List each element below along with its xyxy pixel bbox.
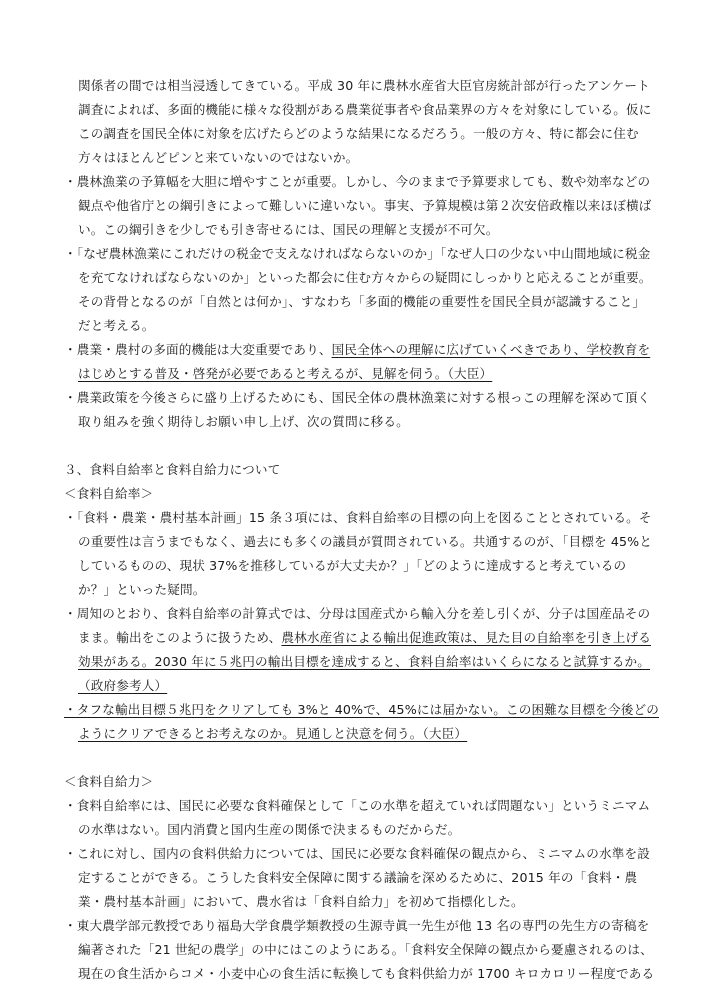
bullet-line: ・周知のとおり、食料自給率の計算式では、分母は国産式から輸入分を差し引くが、分子は国産品その: [64, 606, 651, 621]
bullet-line: ・東大農学部元教授であり福島大学食農学類教授の生源寺眞一先生が他 13 名の専門の先生方の寄稿を: [64, 918, 650, 933]
underlined-question-text: ようにクリアできるとお考えなのか。見通しと決意を伺う。（大臣）: [78, 726, 468, 741]
bullet-line: ・これに対し、国内の食料供給力については、国民に必要な食料確保の観点から、ミニマムの水準を設: [64, 846, 650, 861]
paragraph-line: 取り組みを強く期待しお願い申し上げ、次の質問に移る。: [78, 414, 409, 429]
paragraph-line: 定することができる。こうした食料安全保障に関する議論を深めるために、2015 年の「食料・農: [78, 870, 638, 885]
subsection-heading: ＜食料自給力＞: [64, 774, 154, 789]
paragraph-line: を充てなければならないのか」といった都会に住む方々からの疑問にしっかりと応えることが重要。: [78, 270, 652, 285]
paragraph-line: の水準はない。国内消費と国内生産の関係で決まるものだからだ。: [78, 822, 461, 837]
bullet-line: ・農業政策を今後さらに盛り上げるためにも、国民全体の農林漁業に対する根っこの理解を深めて頂く: [64, 390, 651, 405]
paragraph-line: 編著された「21 世紀の農学」の中にはこのようにある。「食料安全保障の観点から憂慮されるのは、: [78, 942, 653, 957]
section-heading: ３、食料自給率と食料自給力について: [64, 462, 281, 477]
question-text: ・農業・農村の多面的機能は大変重要であり、: [64, 342, 332, 357]
underlined-question-text: 国民全体への理解に広げていくべきであり、学校教育を: [331, 342, 651, 357]
paragraph-line: その背骨となるのが「自然とは何か」、すなわち「多面的機能の重要性を国民全員が認識すること」: [78, 294, 646, 309]
paragraph-line: 観点や他省庁との綱引きによって難しいに違いない。事実、予算規模は第２次安倍政権以来ほぼ横ば: [78, 198, 652, 213]
bullet-line: ・農林漁業の予算幅を大胆に増やすことが重要。しかし、今のままで予算要求しても、数や効率などの: [64, 174, 651, 189]
bullet-line: ・「食料・農業・農村基本計画」15 条３項には、食料自給率の目標の向上を図ることとされている。そ: [64, 510, 652, 525]
bullet-line: ・食料自給率には、国民に必要な食料確保として「この水準を超えていれば問題ない」というミニマム: [64, 798, 651, 813]
paragraph-line: 関係者の間では相当浸透してきている。平成 30 年に農林水産省大臣官房統計部が行ったアンケート: [78, 78, 650, 93]
paragraph-line: だと考える。: [78, 318, 155, 333]
underlined-question-text: 効果がある。2030 年に５兆円の輸出目標を達成すると、食料自給率はいくらになると試算するか。: [78, 654, 651, 669]
question-line: [78, 630, 651, 646]
paragraph-line: この調査を国民全体に対象を広げたらどのような結果になるだろう。一般の方々、特に都会に住む: [78, 126, 639, 141]
underlined-question-text: はじめとする普及・啓発が必要であると考えるが、見解を伺う。（大臣）: [78, 366, 493, 381]
subsection-heading: ＜食料自給率＞: [64, 486, 154, 501]
paragraph-line: 現在の食生活からコメ・小麦中心の食生活に転換しても食料供給力が 1700 キロカロリー程度である: [78, 966, 655, 981]
question-text: まま。輸出をこのように扱うため、: [78, 630, 282, 645]
bullet-line: ・「なぜ農林漁業にこれだけの税金で支えなければならないのか」「なぜ人口の少ない中山間地域に税金: [64, 246, 651, 261]
paragraph-line: か？」といった疑問。: [78, 582, 206, 597]
question-line: [64, 342, 650, 358]
underlined-question-text: ・タフな輸出目標５兆円をクリアしても 3%と 40%で、45%には届かない。この困難な目標を今後どの: [64, 702, 659, 717]
paragraph-line: 調査によれば、多面的機能に様々な役割がある農業従事者や食品業界の方々を対象にしている。仮に: [78, 102, 652, 117]
paragraph-line: の重要性は言うまでもなく、過去にも多くの議員が質問されている。共通するのが、「目標を 45%と: [78, 534, 653, 549]
paragraph-line: 業・農村基本計画」において、農水省は「食料自給力」を初めて指標化した。: [78, 894, 524, 909]
paragraph-line: 方々はほとんどピンと来ていないのではないか。: [78, 150, 359, 165]
underlined-question-text: 農林水産省による輸出促進政策は、見た目の自給率を引き上げる: [281, 630, 651, 645]
paragraph-line: しているものの、現状 37%を推移しているが大丈夫か？」「どのように達成すると考えているの: [78, 558, 627, 573]
paragraph-line: い。この綱引きを少しでも引き寄せるには、国民の理解と支援が不可欠。: [78, 222, 499, 237]
underlined-question-text: （政府参考人）: [78, 678, 168, 693]
